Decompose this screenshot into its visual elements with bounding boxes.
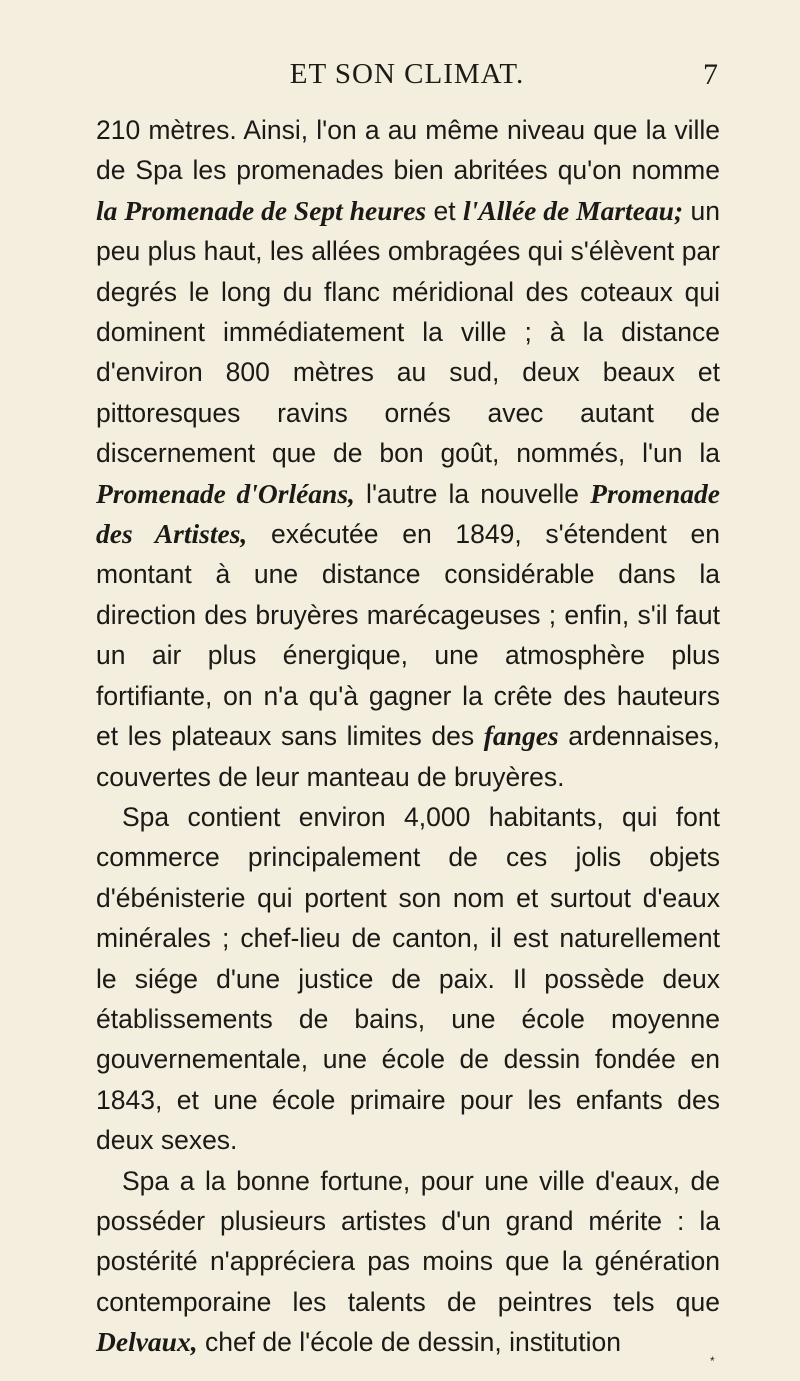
paragraph-3 (96, 1161, 720, 1363)
italic-text-segment: Promenade des Artistes, (96, 477, 721, 550)
page-number: 7 (703, 58, 718, 91)
italic-text-segment: la Promenade de Sept heures (96, 194, 427, 226)
text-segment: Spa contient environ 4,000 habitants, qui font commerce principalement de ces jolis objets d'ébénisterie qui portent son nom et surtout d'eaux minérales ; chef-lieu de canton, il est naturellement le siége d'une justice de paix. Il possède deux établissements de bains, une école moyenne gouvernementale, une école de dessin fondée en 1843, et une école primaire pour les enfants des deux sexes. (96, 801, 720, 1156)
text-segment: Spa a la bonne fortune, pour une ville d'eaux, de posséder plusieurs artistes d'un grand mérite : la postérité n'appréciera pas moins que la génération contemporaine les talents de peintres tels que (96, 1165, 720, 1317)
text-segment: et (426, 195, 464, 226)
text-segment: chef de l'école de dessin, institution (197, 1327, 622, 1358)
paragraph-1 (96, 110, 720, 797)
text-segment: un peu plus haut, les allées ombragées qui s'élèvent par degrés le long du flanc méridional des coteaux qui dominent immédiatement la ville ; à la distance d'environ 800 mètres au sud, deux beaux et pittoresques ravins ornés avec autant de discernement que de bon goût, nommés, l'un la (96, 195, 720, 469)
text-segment: ardennaises, couvertes de leur manteau de bruyères. (96, 721, 720, 792)
italic-text-segment: Delvaux, (96, 1326, 198, 1358)
printer-mark: * (710, 1354, 715, 1368)
running-head (96, 58, 718, 98)
running-title: ET SON CLIMAT. (289, 58, 525, 90)
text-segment: 210 mètres. Ainsi, l'on a au même niveau que la ville de Spa les promenades bien abritées qu'on nomme (96, 115, 720, 186)
body-text (96, 110, 720, 1363)
paragraph-2 (96, 797, 720, 1161)
text-segment: l'autre la nouvelle (354, 478, 591, 509)
text-segment: exécutée en 1849, s'étendent en montant à une distance considérable dans la direction des bruyères marécageuses ; enfin, s'il faut un air plus énergique, une atmosphère plus fortifiante, on n'a qu'à gagner la crête des hauteurs et les plateaux sans limites des (96, 519, 720, 752)
italic-text-segment: Promenade d'Orléans, (96, 477, 355, 509)
italic-text-segment: fanges (483, 720, 559, 752)
italic-text-segment: l'Allée de Marteau; (463, 194, 684, 226)
